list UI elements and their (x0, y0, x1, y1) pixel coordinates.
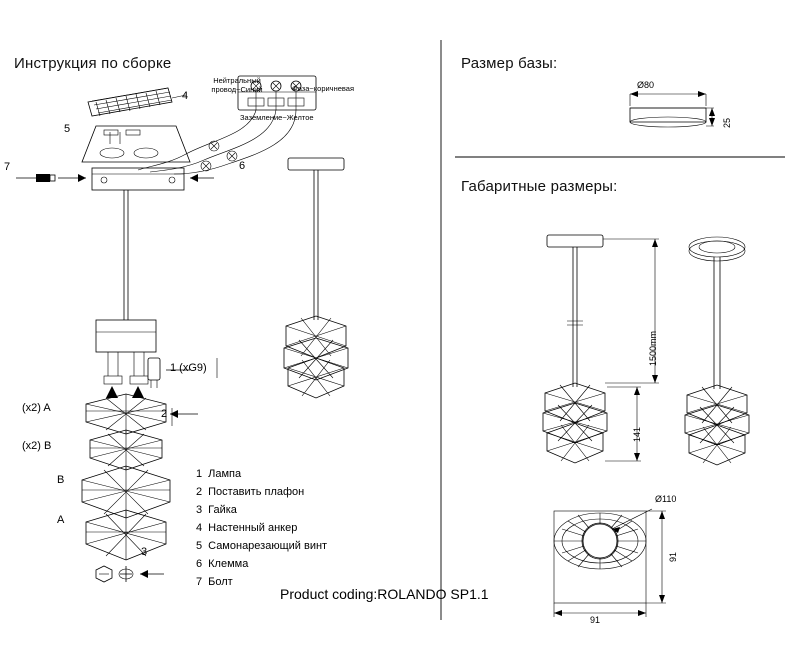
plan-view-drawing (530, 485, 710, 625)
callout-a-pair: (x2) A (22, 402, 51, 414)
callout-2: 2 (161, 408, 168, 420)
base-diameter-label: Ø80 (637, 80, 655, 90)
nut-graphic (96, 566, 164, 582)
legend-text: Болт (208, 576, 233, 588)
phase-wire-label: Фаза~коричневая (292, 84, 355, 93)
legend-item (196, 522, 327, 534)
canopy-graphic (82, 126, 190, 162)
legend-item (196, 540, 327, 552)
legend-text: Настенный анкер (208, 522, 298, 534)
legend-item (196, 504, 327, 516)
neutral-wire-label: Нейтральный провод~Синий (211, 76, 263, 94)
overall-dimensions-drawing (455, 225, 785, 485)
vertical-divider (440, 40, 442, 620)
suspension-rod-graphic (124, 190, 128, 320)
product-coding-label: Product coding:ROLANDO SP1.1 (280, 586, 489, 602)
right-divider (455, 156, 785, 158)
callout-6: 6 (239, 160, 246, 172)
callout-3: 3 (141, 546, 148, 558)
legend-number: 6 (196, 558, 203, 570)
base-height-label: 25 (722, 117, 732, 128)
legend-item (196, 468, 327, 480)
callout-7: 7 (4, 161, 11, 173)
callout-b-single: B (57, 474, 65, 486)
legend-number: 5 (196, 540, 203, 552)
legend-item (196, 486, 327, 498)
legend-item (196, 558, 327, 570)
legend-text: Лампа (208, 468, 242, 480)
wall-anchor-graphic (88, 88, 189, 116)
legend-number: 1 (196, 468, 203, 480)
legend-number: 2 (196, 486, 203, 498)
legend-number: 4 (196, 522, 203, 534)
plan-width-label: 91 (590, 615, 601, 625)
overall-dimensions-title: Габаритные размеры: (461, 178, 618, 195)
legend-text: Поставить плафон (208, 486, 305, 498)
mounting-bar-graphic (16, 168, 214, 190)
ground-wire-label: Заземление~Желтое (240, 113, 314, 122)
callout-4: 4 (182, 90, 189, 102)
base-size-drawing (600, 76, 740, 146)
callout-5: 5 (64, 123, 71, 135)
plan-depth-label: 91 (668, 551, 678, 562)
callout-1: 1 (xG9) (170, 362, 207, 374)
legend-text: Гайка (208, 504, 237, 516)
shade-diameter-label: Ø110 (655, 494, 677, 504)
drop-length-label: 1500mm (648, 330, 658, 366)
base-size-title: Размер базы: (461, 55, 558, 72)
legend-list (196, 468, 327, 588)
legend-text: Самонарезающий винт (208, 540, 328, 552)
legend-text: Клемма (208, 558, 249, 570)
legend-number: 3 (196, 504, 203, 516)
legend-number: 7 (196, 576, 203, 588)
callout-a-single: A (57, 514, 65, 526)
shade-height-label: 141 (632, 426, 642, 442)
assembled-pendant-graphic (268, 150, 388, 410)
callout-b-pair: (x2) B (22, 440, 52, 452)
assembly-instruction-title: Инструкция по сборке (14, 55, 172, 72)
